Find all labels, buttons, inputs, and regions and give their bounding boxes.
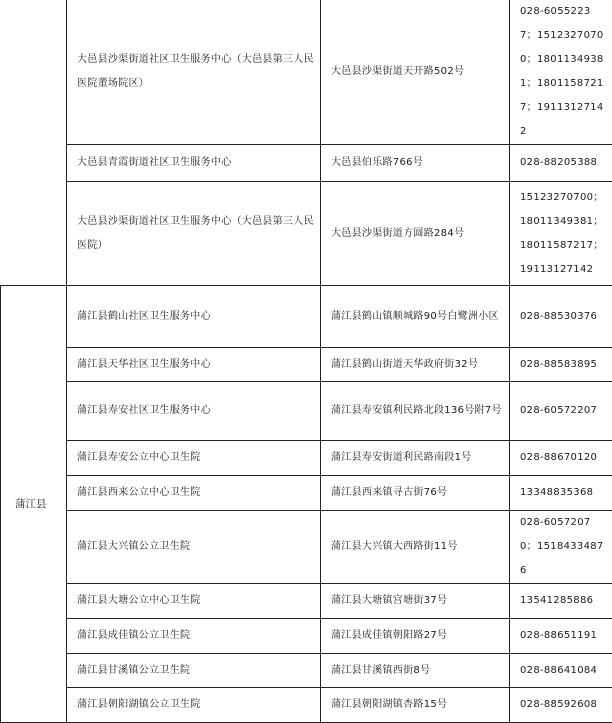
facility-phone: 028-88583895 (510, 348, 612, 382)
facility-address: 大邑县伯乐路766号 (321, 145, 510, 182)
region-cell: 蒲江县 (1, 286, 67, 723)
table-row (1, 584, 612, 619)
region-cell-dayi (1, 0, 67, 286)
facility-phone: 028-88670120 (510, 441, 612, 476)
facility-address: 大邑县沙渠街道方圆路284号 (321, 182, 510, 286)
facility-address: 蒲江县西来镇寻古街76号 (321, 476, 510, 511)
facility-name: 大邑县沙渠街道社区卫生服务中心（大邑县第三人民医院） (67, 182, 321, 286)
facility-address: 蒲江县寿安镇利民路北段136号附7号 (321, 382, 510, 441)
facility-name: 蒲江县甘溪镇公立卫生院 (67, 654, 321, 688)
facility-name: 蒲江县大塘公立中心卫生院 (67, 584, 321, 619)
table-row (1, 688, 612, 723)
table-row (1, 0, 612, 145)
facility-address: 大邑县沙渠街道天开路502号 (321, 0, 510, 145)
facility-name: 蒲江县朝阳湖镇公立卫生院 (67, 688, 321, 723)
facility-phone: 028-88641084 (510, 654, 612, 688)
facility-name: 蒲江县寿安公立中心卫生院 (67, 441, 321, 476)
table-row (1, 654, 612, 688)
facility-address: 蒲江县鹤山镇顺城路90号白鹭洲小区 (321, 286, 510, 348)
facility-phone: 13541285886 (510, 584, 612, 619)
facility-address: 蒲江县大塘镇宫塘街37号 (321, 584, 510, 619)
facility-address: 蒲江县甘溪镇西街8号 (321, 654, 510, 688)
table-row (1, 286, 612, 348)
facility-address: 蒲江县寿安街道利民路南段1号 (321, 441, 510, 476)
facility-phone: 13348835368 (510, 476, 612, 511)
facility-phone: 028-60552237；15123270700；18011349381；18011587217；19113127142 (510, 0, 612, 145)
table-row (1, 182, 612, 286)
facility-name: 大邑县青霞街道社区卫生服务中心 (67, 145, 321, 182)
table-row (1, 382, 612, 441)
facility-address: 蒲江县朝阳湖镇杏路15号 (321, 688, 510, 723)
facility-name: 蒲江县大兴镇公立卫生院 (67, 511, 321, 584)
table-row (1, 441, 612, 476)
table-row (1, 476, 612, 511)
facility-name: 蒲江县天华社区卫生服务中心 (67, 348, 321, 382)
table-row (1, 511, 612, 584)
facility-name: 蒲江县成佳镇公立卫生院 (67, 619, 321, 654)
facility-name: 大邑县沙渠街道社区卫生服务中心（大邑县第三人民医院董场院区） (67, 0, 321, 145)
facility-address: 蒲江县成佳镇朝阳路27号 (321, 619, 510, 654)
facility-phone: 028-88592608 (510, 688, 612, 723)
facility-address: 蒲江县大兴镇大西路街11号 (321, 511, 510, 584)
facility-name: 蒲江县鹤山社区卫生服务中心 (67, 286, 321, 348)
facility-phone: 028-60572207 (510, 382, 612, 441)
facility-phone: 028-88530376 (510, 286, 612, 348)
facility-phone: 028-88205388 (510, 145, 612, 182)
facility-phone: 15123270700；18011349381；18011587217；19113127142 (510, 182, 612, 286)
facility-phone: 028-88651191 (510, 619, 612, 654)
table-row (1, 619, 612, 654)
facility-name: 蒲江县西来公立中心卫生院 (67, 476, 321, 511)
table-row (1, 348, 612, 382)
facility-phone: 028-60572070；15184334876 (510, 511, 612, 584)
table-row (1, 145, 612, 182)
facility-address: 蒲江县鹤山街道天华政府街32号 (321, 348, 510, 382)
facility-name: 蒲江县寿安社区卫生服务中心 (67, 382, 321, 441)
